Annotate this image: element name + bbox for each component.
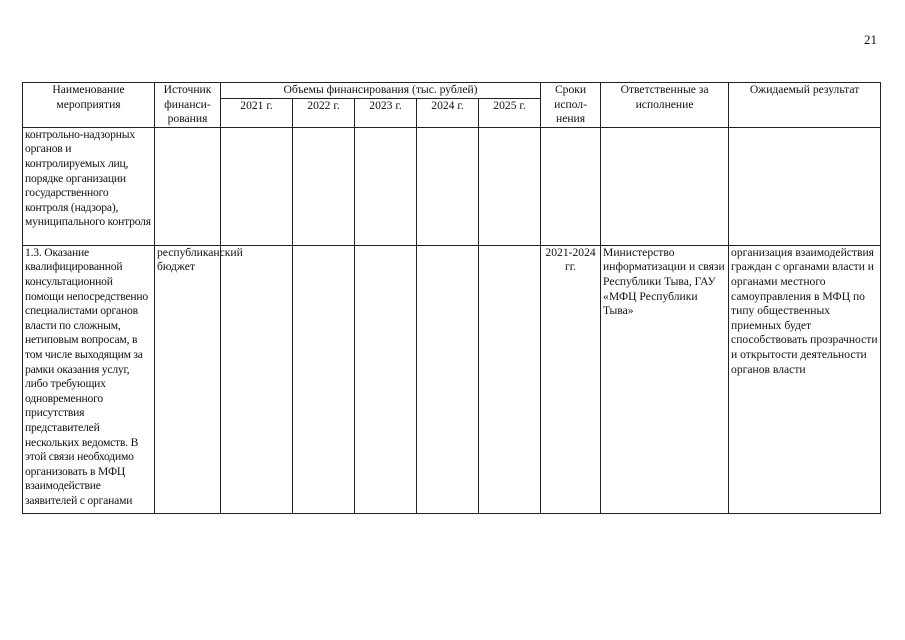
header-year-2023: 2023 г.: [355, 98, 417, 127]
header-result: Ожидаемый результат: [729, 83, 881, 128]
header-responsible: Ответственные за исполнение: [601, 83, 729, 128]
row-year-cell: [355, 245, 417, 513]
table-row: [23, 127, 881, 245]
row-result: организация взаимодействия граждан с органами власти и органами местного самоуправления в МФЦ по типу общественных приемных будет способствовать прозрачности и открытости деятельности органов власти: [729, 245, 881, 513]
row-year-cell: [479, 245, 541, 513]
header-year-2022: 2022 г.: [293, 98, 355, 127]
row-name: контрольно-надзорных органов и контролируемых лиц, порядке организации государственного контроля (надзора), муниципального контроля: [23, 127, 155, 245]
row-responsible: Министерство информатизации и связи Республики Тыва, ГАУ «МФЦ Республики Тыва»: [601, 245, 729, 513]
row-year-cell: [479, 127, 541, 245]
header-source: Источник финанси-рования: [155, 83, 221, 128]
page-number: 21: [864, 32, 877, 47]
row-source: [155, 127, 221, 245]
row-year-cell: [293, 127, 355, 245]
table-row: [23, 245, 881, 513]
row-year-cell: [417, 127, 479, 245]
row-source: республиканский бюджет: [155, 245, 221, 513]
row-terms: [541, 127, 601, 245]
activities-table: [22, 82, 881, 514]
row-result: [729, 127, 881, 245]
row-year-cell: [417, 245, 479, 513]
header-year-2021: 2021 г.: [221, 98, 293, 127]
row-responsible: [601, 127, 729, 245]
header-financing: Объемы финансирования (тыс. рублей): [221, 83, 541, 99]
header-name: Наименование мероприятия: [23, 83, 155, 128]
row-year-cell: [221, 245, 293, 513]
row-year-cell: [355, 127, 417, 245]
header-year-2025: 2025 г.: [479, 98, 541, 127]
header-terms: Сроки испол-нения: [541, 83, 601, 128]
row-year-cell: [293, 245, 355, 513]
row-name: 1.3. Оказание квалифицированной консультационной помощи непосредственно специалистами органов власти по сложным, нетиповым вопросам, в том числе выходящим за рамки оказания услуг, либо требующих одновременного присутствия представителей нескольких ведомств. В этой связи необходимо организовать в МФЦ взаимодействие заявителей с органами: [23, 245, 155, 513]
header-year-2024: 2024 г.: [417, 98, 479, 127]
row-terms: 2021-2024 гг.: [541, 245, 601, 513]
row-year-cell: [221, 127, 293, 245]
